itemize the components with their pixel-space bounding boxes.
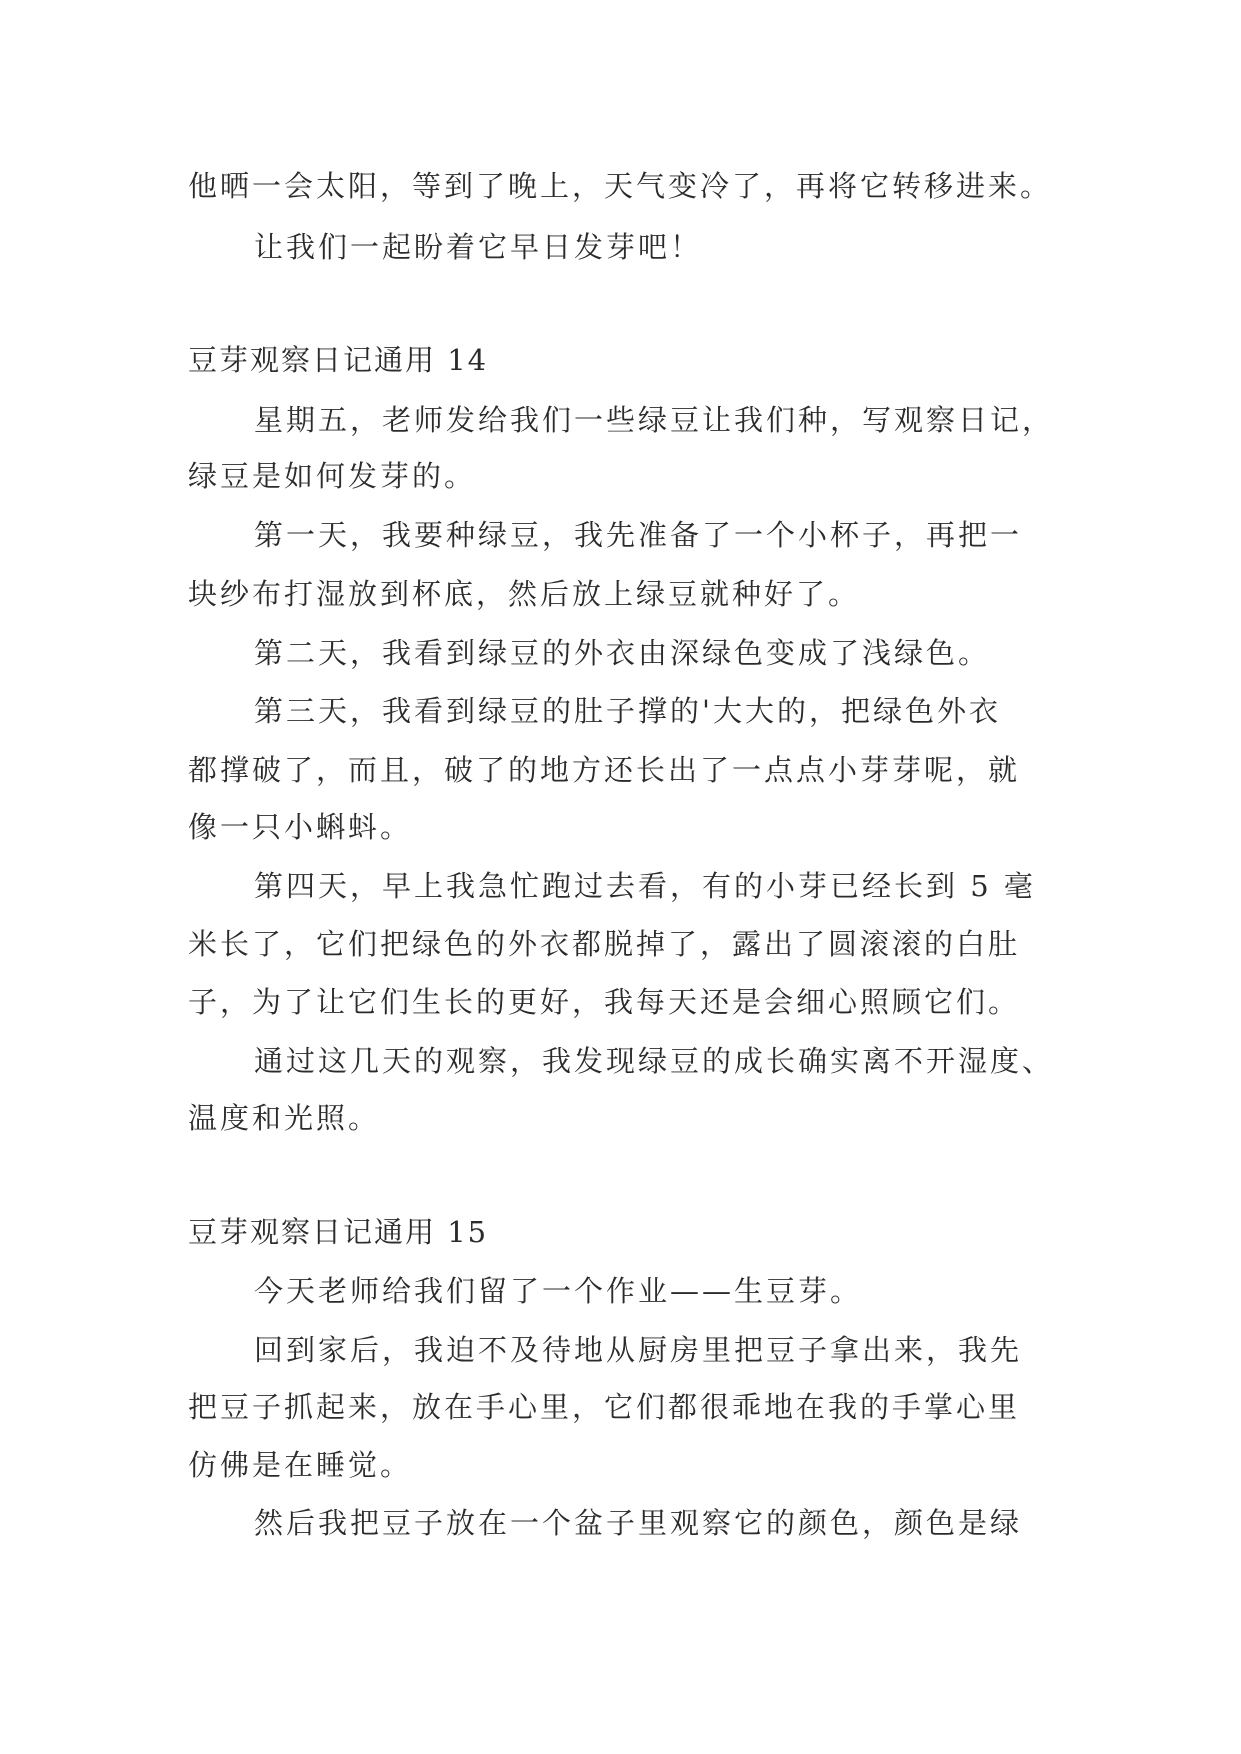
paragraph-line: 仿佛是在睡觉。 bbox=[188, 1448, 413, 1482]
paragraph-line: 然后我把豆子放在一个盆子里观察它的颜色，颜色是绿 bbox=[254, 1506, 1023, 1540]
paragraph-line: 通过这几天的观察，我发现绿豆的成长确实离不开湿度、 bbox=[254, 1044, 1055, 1078]
paragraph-line: 今天老师给我们留了一个作业——生豆芽。 bbox=[254, 1274, 863, 1308]
section-heading: 豆芽观察日记通用 15 bbox=[188, 1215, 489, 1249]
paragraph-line: 子，为了让它们生长的更好，我每天还是会细心照顾它们。 bbox=[188, 985, 1021, 1019]
paragraph-line: 第四天，早上我急忙跑过去看，有的小芽已经长到 5 毫 bbox=[254, 869, 1036, 903]
paragraph-line: 块纱布打湿放到杯底，然后放上绿豆就种好了。 bbox=[188, 577, 861, 611]
section-heading: 豆芽观察日记通用 14 bbox=[188, 343, 489, 377]
paragraph-line: 让我们一起盼着它早日发芽吧！ bbox=[254, 230, 703, 264]
paragraph-line: 第二天，我看到绿豆的外衣由深绿色变成了浅绿色。 bbox=[254, 636, 991, 670]
paragraph-line: 他晒一会太阳，等到了晚上，天气变冷了，再将它转移进来。 bbox=[188, 169, 1053, 203]
paragraph-line: 回到家后，我迫不及待地从厨房里把豆子拿出来，我先 bbox=[254, 1333, 1023, 1367]
paragraph-line: 第三天，我看到绿豆的肚子撑的'大大的，把绿色外衣 bbox=[254, 694, 1001, 728]
paragraph-line: 星期五，老师发给我们一些绿豆让我们种，写观察日记， bbox=[254, 403, 1055, 437]
paragraph-line: 温度和光照。 bbox=[188, 1101, 381, 1135]
paragraph-line: 像一只小蝌蚪。 bbox=[188, 810, 413, 844]
paragraph-line: 绿豆是如何发芽的。 bbox=[188, 459, 477, 493]
paragraph-line: 把豆子抓起来，放在手心里，它们都很乖地在我的手掌心里 bbox=[188, 1390, 1021, 1424]
paragraph-line: 都撑破了，而且，破了的地方还长出了一点点小芽芽呢，就 bbox=[188, 753, 1021, 787]
paragraph-line: 第一天，我要种绿豆，我先准备了一个小杯子，再把一 bbox=[254, 518, 1023, 552]
paragraph-line: 米长了，它们把绿色的外衣都脱掉了，露出了圆滚滚的白肚 bbox=[188, 927, 1021, 961]
